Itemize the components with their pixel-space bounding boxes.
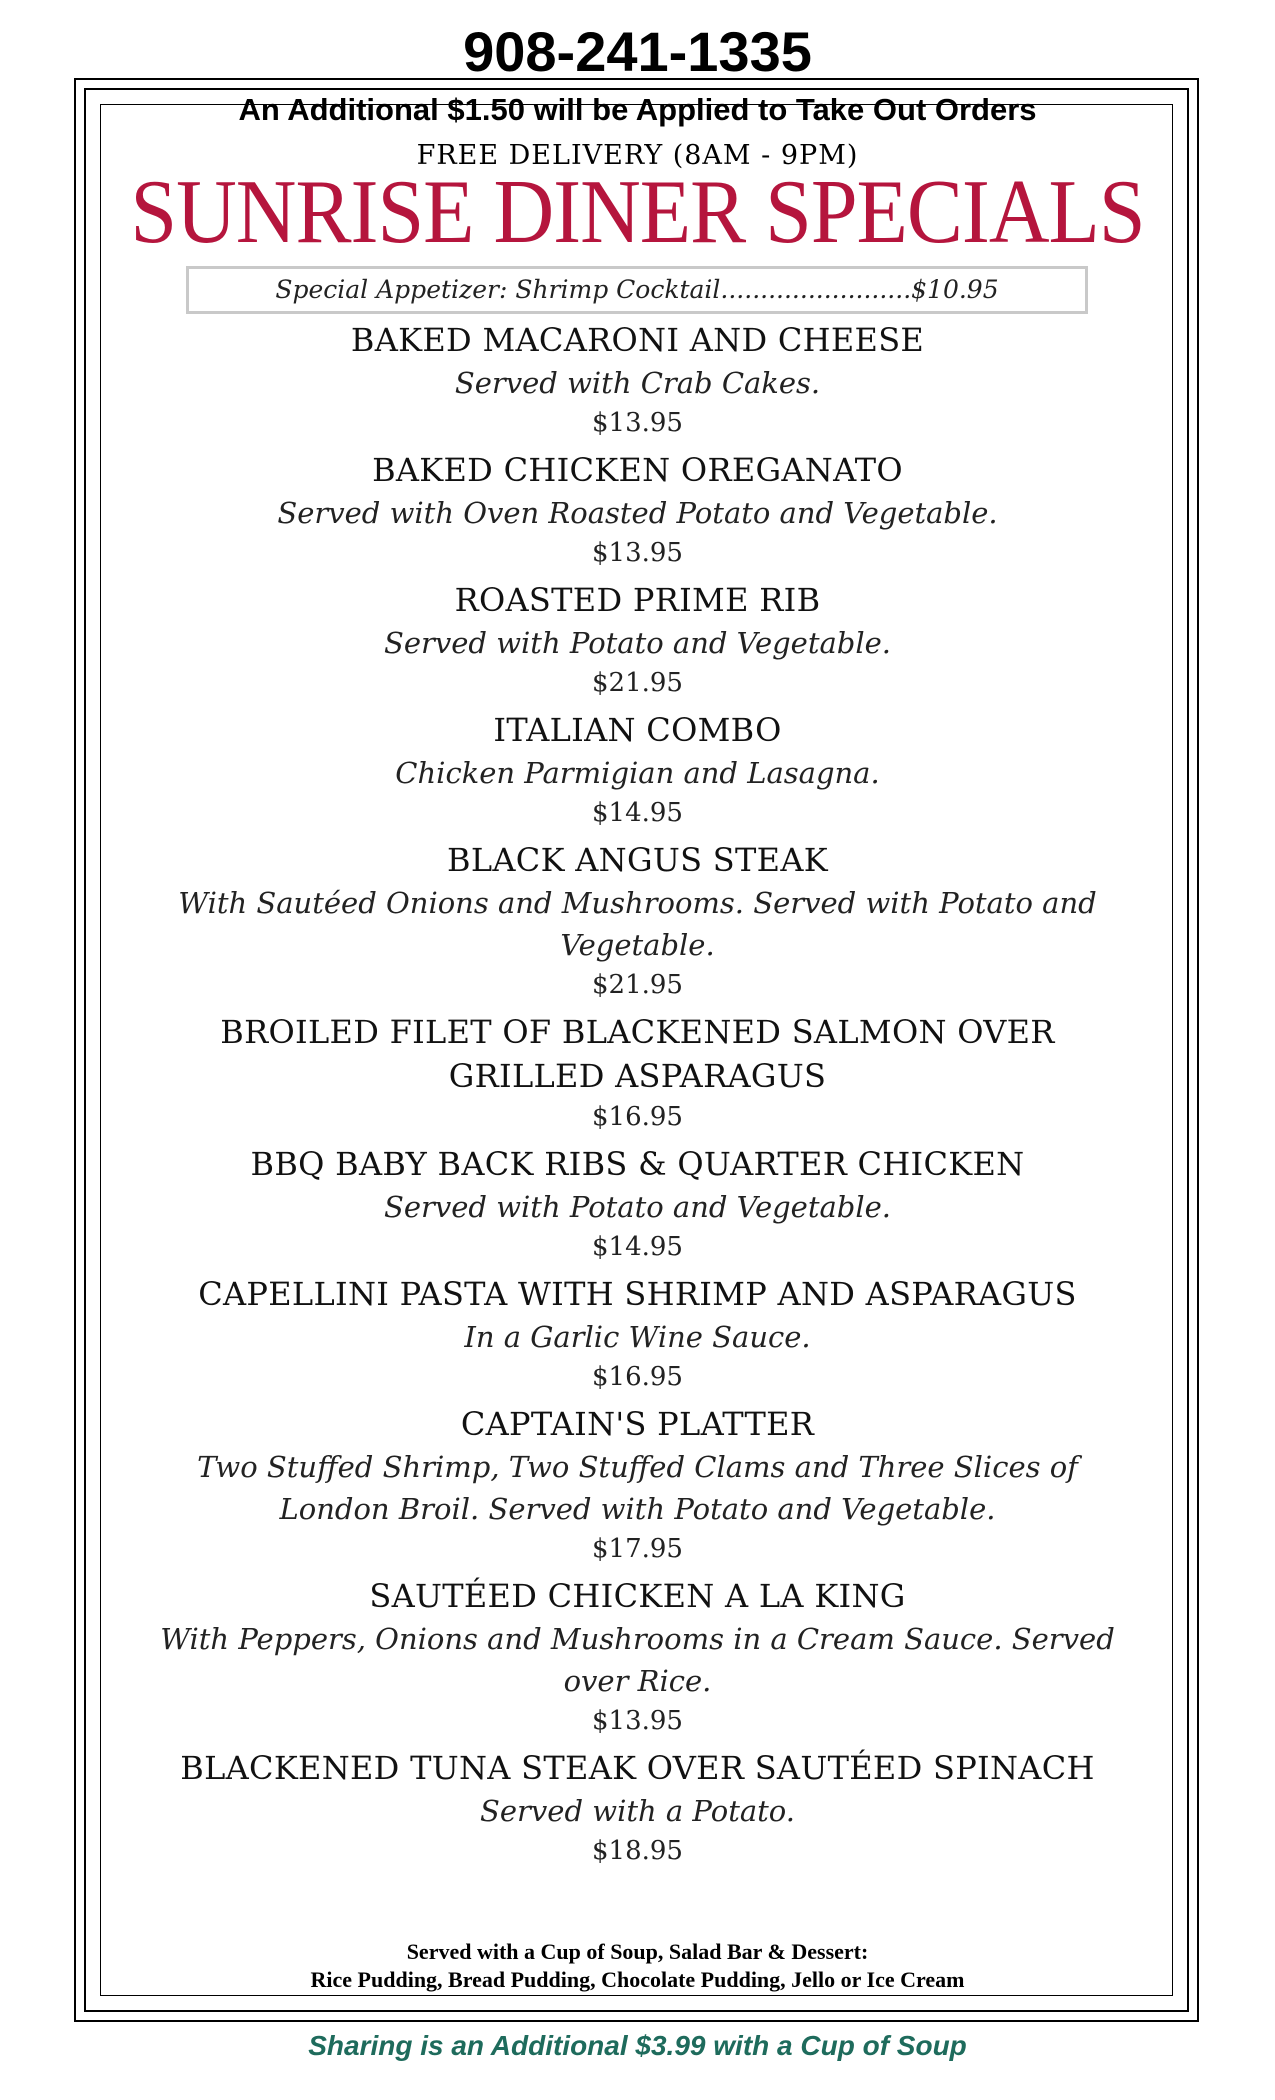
menu-item: [160, 838, 1115, 1004]
menu-item: [160, 1010, 1115, 1136]
menu-item-name: ROASTED PRIME RIB: [454, 581, 821, 619]
menu-item-name: BAKED CHICKEN OREGANATO: [372, 451, 903, 489]
menu-item: [160, 1142, 1115, 1266]
menu-item-price: $16.95: [592, 1362, 683, 1392]
menu-item-description: Chicken Parmigian and Lasagna.: [395, 756, 880, 790]
specials-list: [160, 318, 1115, 1876]
menu-item-name: BAKED MACARONI AND CHEESE: [350, 321, 925, 359]
menu-item-price: $13.95: [592, 1706, 683, 1736]
menu-item-price: $17.95: [592, 1534, 683, 1564]
menu-item-description: Served with Oven Roasted Potato and Vegetable.: [277, 496, 998, 530]
menu-item-description: Served with Potato and Vegetable.: [383, 1190, 892, 1224]
dessert-note-line-2: Rice Pudding, Bread Pudding, Chocolate Pudding, Jello or Ice Cream: [310, 1967, 965, 1992]
takeout-note: An Additional $1.50 will be Applied to Take Out Orders: [238, 92, 1037, 127]
menu-item-price: $14.95: [592, 1232, 683, 1262]
menu-item-name: CAPELLINI PASTA WITH SHRIMP AND ASPARAGUS: [198, 1275, 1077, 1313]
menu-item: [160, 1746, 1115, 1870]
special-appetizer-box: [186, 266, 1088, 314]
menu-item-name: CAPTAIN'S PLATTER: [460, 1405, 815, 1443]
phone-number: 908-241-1335: [463, 20, 812, 83]
menu-item: [160, 448, 1115, 572]
menu-item: [160, 318, 1115, 442]
menu-item-description: Served with Crab Cakes.: [454, 366, 821, 400]
menu-item: [160, 1574, 1115, 1740]
menu-item-description: Served with a Potato.: [480, 1794, 795, 1828]
menu-item-price: $14.95: [592, 798, 683, 828]
menu-item-name: SAUTÉED CHICKEN A LA KING: [369, 1577, 906, 1615]
menu-item-name: BBQ BABY BACK RIBS & QUARTER CHICKEN: [250, 1145, 1025, 1183]
menu-item-name: BLACK ANGUS STEAK: [447, 841, 828, 879]
dessert-note-line-1: Served with a Cup of Soup, Salad Bar & Dessert:: [406, 1939, 869, 1964]
menu-item-name: BROILED FILET OF BLACKENED SALMON OVER GRILLED ASPARAGUS: [220, 1013, 1055, 1095]
menu-item: [160, 1402, 1115, 1568]
menu-item-price: $13.95: [592, 408, 683, 438]
menu-item-price: $21.95: [592, 668, 683, 698]
menu-item-description: Two Stuffed Shrimp, Two Stuffed Clams and Three Slices of London Broil. Served with Potato and Vegetable.: [197, 1450, 1078, 1526]
menu-item-description: Served with Potato and Vegetable.: [383, 626, 892, 660]
special-appetizer-text: Special Appetizer: Shrimp Cocktail........................$10.95: [275, 275, 999, 304]
sharing-note: Sharing is an Additional $3.99 with a Cup of Soup: [308, 2030, 967, 2061]
menu-item: [160, 1272, 1115, 1396]
menu-item-price: $21.95: [592, 970, 683, 1000]
menu-item-description: With Sautéed Onions and Mushrooms. Served with Potato and Vegetable.: [178, 886, 1097, 962]
menu-item-description: In a Garlic Wine Sauce.: [464, 1320, 811, 1354]
menu-item: [160, 578, 1115, 702]
menu-item-description: With Peppers, Onions and Mushrooms in a Cream Sauce. Served over Rice.: [160, 1622, 1115, 1698]
menu-item-name: ITALIAN COMBO: [493, 711, 782, 749]
delivery-note: FREE DELIVERY (8AM - 9PM): [416, 140, 859, 171]
page-title: SUNRISE DINER SPECIALS: [130, 162, 1145, 263]
menu-item-price: $18.95: [592, 1836, 683, 1866]
menu-item: [160, 708, 1115, 832]
dessert-notes: [0, 1938, 1275, 1994]
menu-item-price: $16.95: [592, 1102, 683, 1132]
menu-item-price: $13.95: [592, 538, 683, 568]
menu-item-name: BLACKENED TUNA STEAK OVER SAUTÉED SPINACH: [180, 1749, 1095, 1787]
